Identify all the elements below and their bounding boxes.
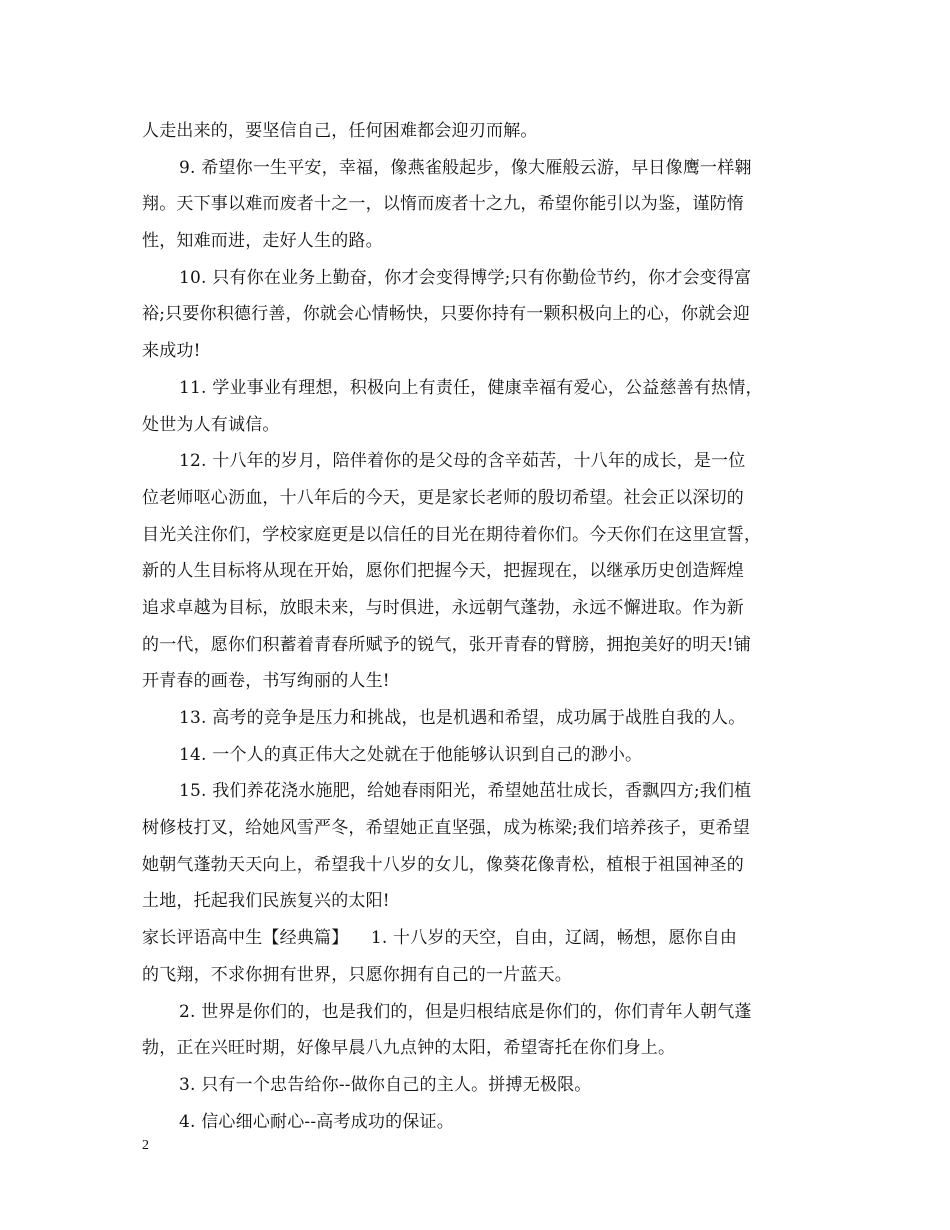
- text-line: 4. 信心细心耐心--高考成功的保证。: [179, 1111, 454, 1132]
- text-line: 性，知难而进，走好人生的路。: [142, 231, 383, 252]
- text-line: 14. 一个人的真正伟大之处就在于他能够认识到自己的渺小。: [179, 744, 643, 765]
- text-line: 目光关注你们，学校家庭更是以信任的目光在期待着你们。今天你们在这里宣誓，: [142, 524, 762, 545]
- text-line: 追求卓越为目标，放眼未来，与时俱进，永远朝气蓬勃，永远不懈进取。作为新: [142, 597, 744, 618]
- text-line: 9. 希望你一生平安，幸福，像燕雀般起步，像大雁般云游，早日像鹰一样翱: [179, 157, 752, 178]
- text-line: 来成功!: [142, 341, 201, 362]
- text-line: 处世为人有诚信。: [142, 414, 280, 435]
- text-line: 她朝气蓬勃天天向上，希望我十八岁的女儿，像葵花像青松，植根于祖国神圣的: [142, 854, 744, 875]
- text-line: 13. 高考的竞争是压力和挑战，也是机遇和希望，成功属于战胜自我的人。: [179, 708, 746, 728]
- text-line: 勃，正在兴旺时期，好像早晨八九点钟的太阳，希望寄托在你们身上。: [142, 1038, 676, 1059]
- text-line: 15. 我们养花浇水施肥，给她春雨阳光，希望她茁壮成长，香飘四方;我们植: [179, 781, 752, 802]
- text-line: 2. 世界是你们的，也是我们的，但是归根结底是你们的，你们青年人朝气蓬: [179, 1001, 752, 1022]
- text-line: 的一代，愿你们积蓄着青春所赋予的锐气，张开青春的臂膀，拥抱美好的明天!铺: [142, 634, 752, 655]
- text-line: 的飞翔，不求你拥有世界，只愿你拥有自己的一片蓝天。: [142, 964, 572, 985]
- text-line: 3. 只有一个忠告给你--做你自己的主人。拼搏无极限。: [179, 1074, 592, 1095]
- page-number: 2: [142, 1138, 149, 1153]
- text-line: 裕;只要你积德行善，你就会心情畅快，只要你持有一颗积极向上的心，你就会迎: [142, 304, 750, 325]
- text-line: 新的人生目标将从现在开始，愿你们把握今天，把握现在，以继承历史创造辉煌: [142, 561, 744, 582]
- text-line: 土地，托起我们民族复兴的太阳!: [142, 891, 390, 912]
- text-line: 开青春的画卷，书写绚丽的人生!: [142, 671, 390, 692]
- body-text: [142, 113, 810, 1140]
- section-heading-line: 家长评语高中生【经典篇】 1. 十八岁的天空，自由，辽阔，畅想，愿你自由: [142, 928, 738, 949]
- text-line: 人走出来的，要坚信自己，任何困难都会迎刃而解。: [142, 121, 538, 141]
- text-line: 10. 只有你在业务上勤奋，你才会变得博学;只有你勤俭节约，你才会变得富: [179, 267, 752, 288]
- text-line: 12. 十八年的岁月，陪伴着你的是父母的含辛茹苦，十八年的成长，是一位: [179, 451, 746, 472]
- text-line: 位老师呕心沥血，十八年后的今天，更是家长老师的殷切希望。社会正以深切的: [142, 487, 744, 508]
- text-line: 11. 学业事业有理想，积极向上有责任，健康幸福有爱心，公益慈善有热情，: [179, 377, 763, 398]
- text-line: 树修枝打叉，给她风雪严冬，希望她正直坚强，成为栋梁;我们培养孩子，更希望: [142, 818, 750, 839]
- text-line: 翔。天下事以难而废者十之一，以惰而废者十之九，希望你能引以为鉴，谨防惰: [142, 194, 744, 215]
